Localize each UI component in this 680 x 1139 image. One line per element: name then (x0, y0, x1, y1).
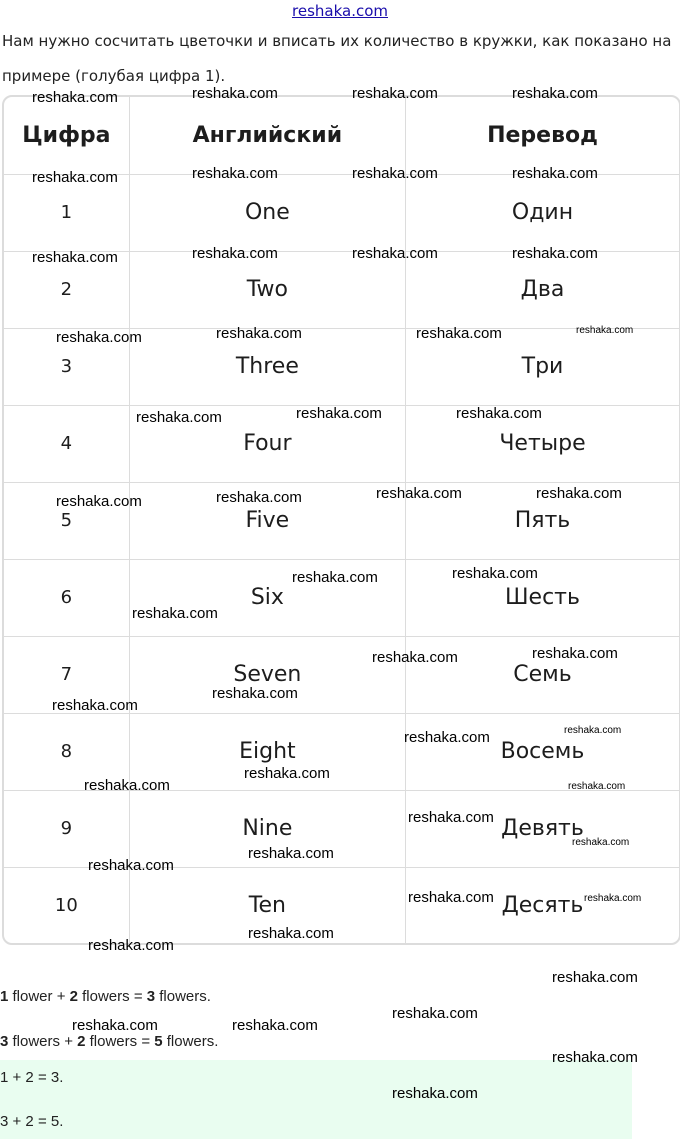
watermark: reshaka.com (88, 857, 174, 874)
watermark: reshaka.com (572, 837, 630, 848)
cell-digit: 2 (4, 251, 129, 328)
equation-line-1 (0, 988, 211, 1005)
watermark: reshaka.com (192, 85, 278, 102)
watermark: reshaka.com (292, 569, 378, 586)
watermark: reshaka.com (408, 809, 494, 826)
watermark: reshaka.com (456, 405, 542, 422)
cell-translation: Два (405, 251, 679, 328)
cell-digit: 10 (4, 867, 129, 944)
watermark: reshaka.com (32, 249, 118, 266)
table-row (4, 867, 679, 944)
watermark: reshaka.com (404, 729, 490, 746)
watermark: reshaka.com (352, 165, 438, 182)
watermark: reshaka.com (52, 697, 138, 714)
watermark: reshaka.com (564, 725, 622, 736)
watermark: reshaka.com (248, 845, 334, 862)
watermark: reshaka.com (512, 165, 598, 182)
watermark: reshaka.com (392, 1005, 478, 1022)
site-header (0, 0, 680, 22)
cell-translation: Девять (405, 790, 679, 867)
watermark: reshaka.com (212, 685, 298, 702)
header-translation: Перевод (405, 97, 679, 174)
answer-line: 1 + 2 = 3. (0, 1069, 64, 1086)
site-link[interactable]: reshaka.com (292, 2, 388, 20)
cell-digit: 8 (4, 713, 129, 790)
cell-translation: Один (405, 174, 679, 251)
eq-number: 2 (69, 988, 78, 1005)
watermark: reshaka.com (452, 565, 538, 582)
watermark: reshaka.com (352, 245, 438, 262)
watermark: reshaka.com (32, 169, 118, 186)
watermark: reshaka.com (136, 409, 222, 426)
header-digit: Цифра (4, 97, 129, 174)
cell-digit: 1 (4, 174, 129, 251)
equation-line-2 (0, 1033, 218, 1050)
watermark: reshaka.com (88, 937, 174, 954)
watermark: reshaka.com (584, 893, 642, 904)
answer-line: 3 + 2 = 5. (0, 1113, 64, 1130)
eq-number: 1 (0, 988, 9, 1005)
watermark: reshaka.com (132, 605, 218, 622)
cell-english: Three (129, 328, 405, 405)
watermark: reshaka.com (416, 325, 502, 342)
cell-translation: Семь (405, 636, 679, 713)
watermark: reshaka.com (512, 85, 598, 102)
watermark: reshaka.com (72, 1017, 158, 1034)
numbers-table-wrapper (2, 95, 680, 945)
table-header-row (4, 97, 679, 174)
table-row (4, 790, 679, 867)
watermark: reshaka.com (32, 89, 118, 106)
eq-word: flowers. (162, 1033, 219, 1050)
watermark: reshaka.com (244, 765, 330, 782)
watermark: reshaka.com (552, 969, 638, 986)
numbers-table (4, 97, 679, 944)
watermark: reshaka.com (568, 781, 626, 792)
watermark: reshaka.com (216, 489, 302, 506)
cell-translation: Пять (405, 482, 679, 559)
eq-number: 3 (146, 988, 156, 1005)
eq-word: flowers + (8, 1033, 78, 1050)
cell-english: Nine (129, 790, 405, 867)
watermark: reshaka.com (232, 1017, 318, 1034)
watermark: reshaka.com (552, 1049, 638, 1066)
watermark: reshaka.com (56, 493, 142, 510)
watermark: reshaka.com (56, 329, 142, 346)
cell-translation: Восемь (405, 713, 679, 790)
intro-text: Нам нужно сосчитать цветочки и вписать их количество в кружки, как показано на примере (голубая цифра 1). (2, 32, 672, 85)
answer-box (0, 1060, 632, 1139)
cell-english: Six (129, 559, 405, 636)
cell-english: Ten (129, 867, 405, 944)
eq-number: 3 (0, 1033, 9, 1050)
watermark: reshaka.com (408, 889, 494, 906)
watermark: reshaka.com (376, 485, 462, 502)
watermark: reshaka.com (352, 85, 438, 102)
cell-translation: Три (405, 328, 679, 405)
eq-word: flowers = (77, 988, 147, 1005)
cell-translation: Четыре (405, 405, 679, 482)
header-english: Английский (129, 97, 405, 174)
watermark: reshaka.com (192, 245, 278, 262)
cell-digit: 9 (4, 790, 129, 867)
eq-word: flower + (8, 988, 70, 1005)
cell-translation: Шесть (405, 559, 679, 636)
watermark: reshaka.com (84, 777, 170, 794)
watermark: reshaka.com (532, 645, 618, 662)
cell-digit: 4 (4, 405, 129, 482)
cell-english: Two (129, 251, 405, 328)
cell-english: One (129, 174, 405, 251)
cell-english: Eight (129, 713, 405, 790)
watermark: reshaka.com (576, 325, 634, 336)
eq-number: 2 (77, 1033, 86, 1050)
cell-english: Seven (129, 636, 405, 713)
watermark: reshaka.com (512, 245, 598, 262)
cell-english: Five (129, 482, 405, 559)
eq-number: 5 (154, 1033, 163, 1050)
cell-digit: 6 (4, 559, 129, 636)
watermark: reshaka.com (536, 485, 622, 502)
watermark: reshaka.com (248, 925, 334, 942)
cell-digit: 3 (4, 328, 129, 405)
cell-english: Four (129, 405, 405, 482)
watermark: reshaka.com (296, 405, 382, 422)
cell-digit: 7 (4, 636, 129, 713)
eq-word: flowers = (85, 1033, 155, 1050)
eq-word: flowers. (155, 988, 211, 1005)
watermark: reshaka.com (216, 325, 302, 342)
cell-digit: 5 (4, 482, 129, 559)
cell-translation: Десять (405, 867, 679, 944)
watermark: reshaka.com (392, 1085, 478, 1102)
watermark: reshaka.com (372, 649, 458, 666)
watermark: reshaka.com (192, 165, 278, 182)
